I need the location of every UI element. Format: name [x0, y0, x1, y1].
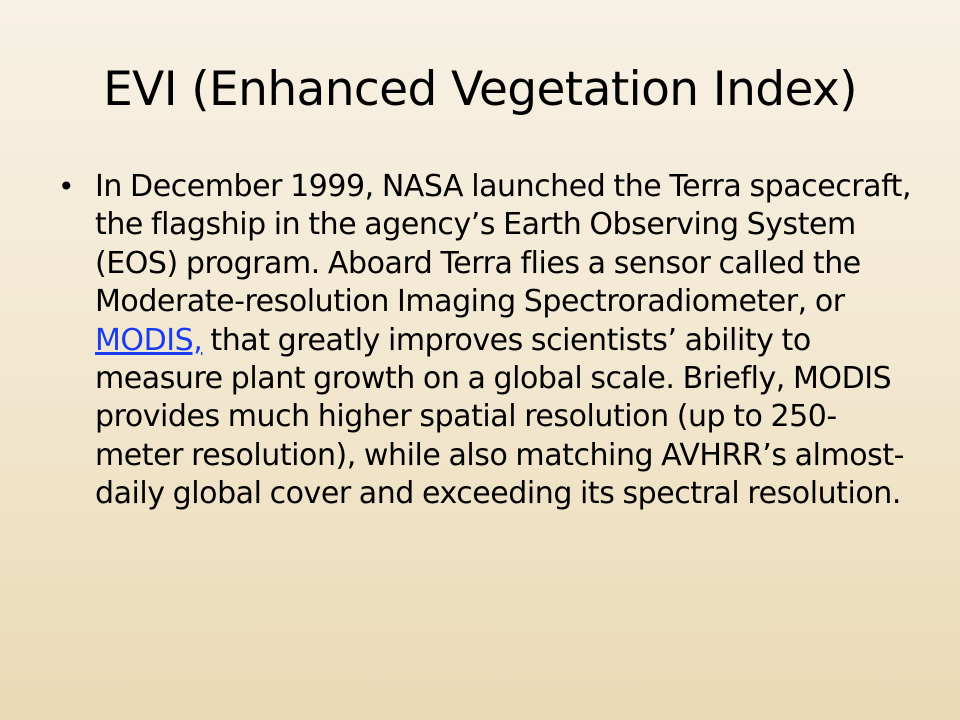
bullet-text-after: that greatly improves scientists’ ability to measure plant growth on a global scale. Briefly, MODIS provides much higher spatial resolution (up to 250-meter resolution), while also matching AVHRR’s almost-daily global cover and exceeding its spectral resolution.: [95, 322, 905, 512]
bullet-text-before: In December 1999, NASA launched the Terra spacecraft, the flagship in the agency’s Earth Observing System (EOS) program. Aboard Terra flies a sensor called the Moderate-resolution Imaging Spectroradiometer, or: [95, 169, 912, 320]
slide-title: EVI (Enhanced Vegetation Index): [103, 62, 857, 117]
slide-content: [58, 168, 918, 514]
bullet-icon: •: [58, 170, 75, 203]
bullet-item: [58, 168, 918, 514]
modis-link[interactable]: MODIS,: [95, 322, 203, 358]
